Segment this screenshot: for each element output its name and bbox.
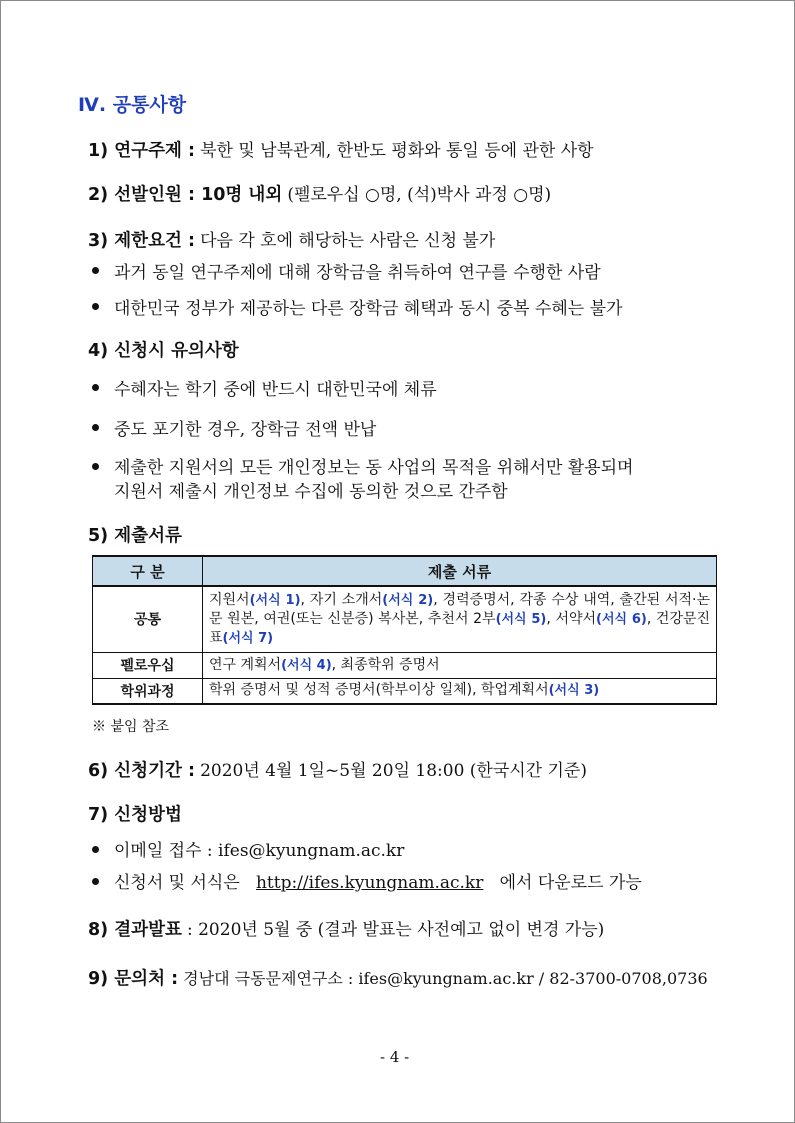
documents-table: [92, 555, 717, 705]
restrictions-bullet: 과거 동일 연구주제에 대해 장학금을 취득하여 연구를 수행한 사람: [114, 263, 601, 283]
table-row: [93, 678, 717, 704]
table-row: [93, 652, 717, 678]
form-reference: (서식 7): [222, 630, 274, 646]
bullet-icon: [92, 424, 99, 431]
item-announcement: [88, 915, 604, 941]
bullet-icon: [92, 463, 99, 470]
form-reference: (서식 1): [249, 592, 301, 608]
document-text: 지원서: [209, 591, 250, 608]
method-label: 7) 신청방법: [88, 805, 182, 825]
restrictions-bullet: 대한민국 정부가 제공하는 다른 장학금 혜택과 동시 중복 수혜는 불가: [114, 299, 623, 319]
notes-label: 4) 신청시 유의사항: [88, 341, 239, 361]
selection-text: (펠로우십 ○명, (석)박사 과정 ○명): [287, 185, 552, 205]
document-text: , 경력증명서, 각종 수상 내역, 출간된 서적·논문 원본, 여권(또는 신분증) 복사본, 추천서 2부: [209, 591, 710, 627]
selection-label: 2) 선발인원 : 10명 내외: [88, 185, 283, 205]
bullet-icon: [92, 846, 99, 853]
section-roman: Ⅳ.: [78, 94, 107, 116]
bullet-icon: [92, 267, 99, 274]
page-number: - 4 -: [380, 1048, 410, 1066]
table-cell-documents: [203, 586, 717, 652]
table-header-row: [93, 556, 717, 586]
section-title-text: 공통사항: [112, 94, 187, 116]
table-cell-documents: [203, 678, 717, 704]
method-email: 이메일 접수 : ifes@kyungnam.ac.kr: [114, 841, 405, 861]
header-documents: 제출 서류: [203, 556, 717, 586]
form-reference: (서식 6): [596, 611, 647, 627]
bullet-icon: [92, 878, 99, 885]
document-text: , 최종학위 증명서: [331, 656, 440, 673]
header-category: 구 분: [93, 556, 203, 586]
item-selection: [88, 180, 551, 206]
bullet-icon: [92, 303, 99, 310]
section-title: [78, 90, 186, 117]
item-period: [88, 756, 587, 782]
table-cell-documents: [203, 652, 717, 678]
document-text: , 자기 소개서: [300, 591, 383, 608]
documents-note: ※ 붙임 참조: [92, 719, 169, 735]
document-text: 연구 계획서: [209, 656, 282, 673]
form-reference: (서식 4): [281, 657, 332, 673]
notes-bullet: 중도 포기한 경우, 장학금 전액 반납: [114, 420, 377, 440]
item-restrictions: [88, 226, 495, 252]
notes-bullet: 수혜자는 학기 중에 반드시 대한민국에 체류: [114, 380, 437, 400]
topic-text: 북한 및 남북관계, 한반도 평화와 통일 등에 관한 사항: [200, 141, 594, 161]
document-text: , 건강문진표: [209, 610, 711, 646]
period-label: 6) 신청기간 :: [88, 761, 195, 781]
topic-label: 1) 연구주제 :: [88, 141, 195, 161]
table-cell-category: 공통: [93, 586, 203, 652]
documents-label: 5) 제출서류: [88, 526, 182, 546]
form-reference: (서식 5): [495, 611, 547, 627]
form-reference: (서식 3): [548, 683, 600, 699]
notes-bullet-continued: 지원서 제출시 개인정보 수집에 동의한 것으로 간주함: [114, 482, 508, 502]
method-download: [114, 868, 642, 893]
contact-text: 경남대 극동문제연구소 : ifes@kyungnam.ac.kr / 82-3700-0708,0736: [183, 969, 708, 988]
restrictions-label: 3) 제한요건 :: [88, 231, 195, 251]
announcement-text: : 2020년 5월 중 (결과 발표는 사전예고 없이 변경 가능): [186, 920, 605, 940]
announcement-label: 8) 결과발표: [88, 920, 182, 940]
download-link[interactable]: http://ifes.kyungnam.ac.kr: [255, 873, 484, 893]
document-text: 학위 증명서 및 성적 증명서(학부이상 일체), 학업계획서: [209, 682, 549, 699]
notes-bullet: 제출한 지원서의 모든 개인정보는 동 사업의 목적을 위해서만 활용되며: [114, 458, 634, 478]
restrictions-text: 다음 각 호에 해당하는 사람은 신청 불가: [200, 231, 496, 251]
item-topic: [88, 136, 594, 162]
document-text: , 서약서: [546, 610, 597, 627]
bullet-icon: [92, 384, 99, 391]
download-prefix: 신청서 및 서식은: [114, 873, 240, 893]
table-cell-category: 펠로우십: [93, 652, 203, 678]
table-row: [93, 586, 717, 652]
period-text: 2020년 4월 1일~5월 20일 18:00 (한국시간 기준): [200, 761, 587, 781]
item-contact: [88, 965, 708, 990]
contact-label: 9) 문의처 :: [88, 969, 179, 989]
form-reference: (서식 2): [382, 592, 434, 608]
table-cell-category: 학위과정: [93, 678, 203, 704]
download-suffix: 에서 다운로드 가능: [499, 873, 642, 893]
